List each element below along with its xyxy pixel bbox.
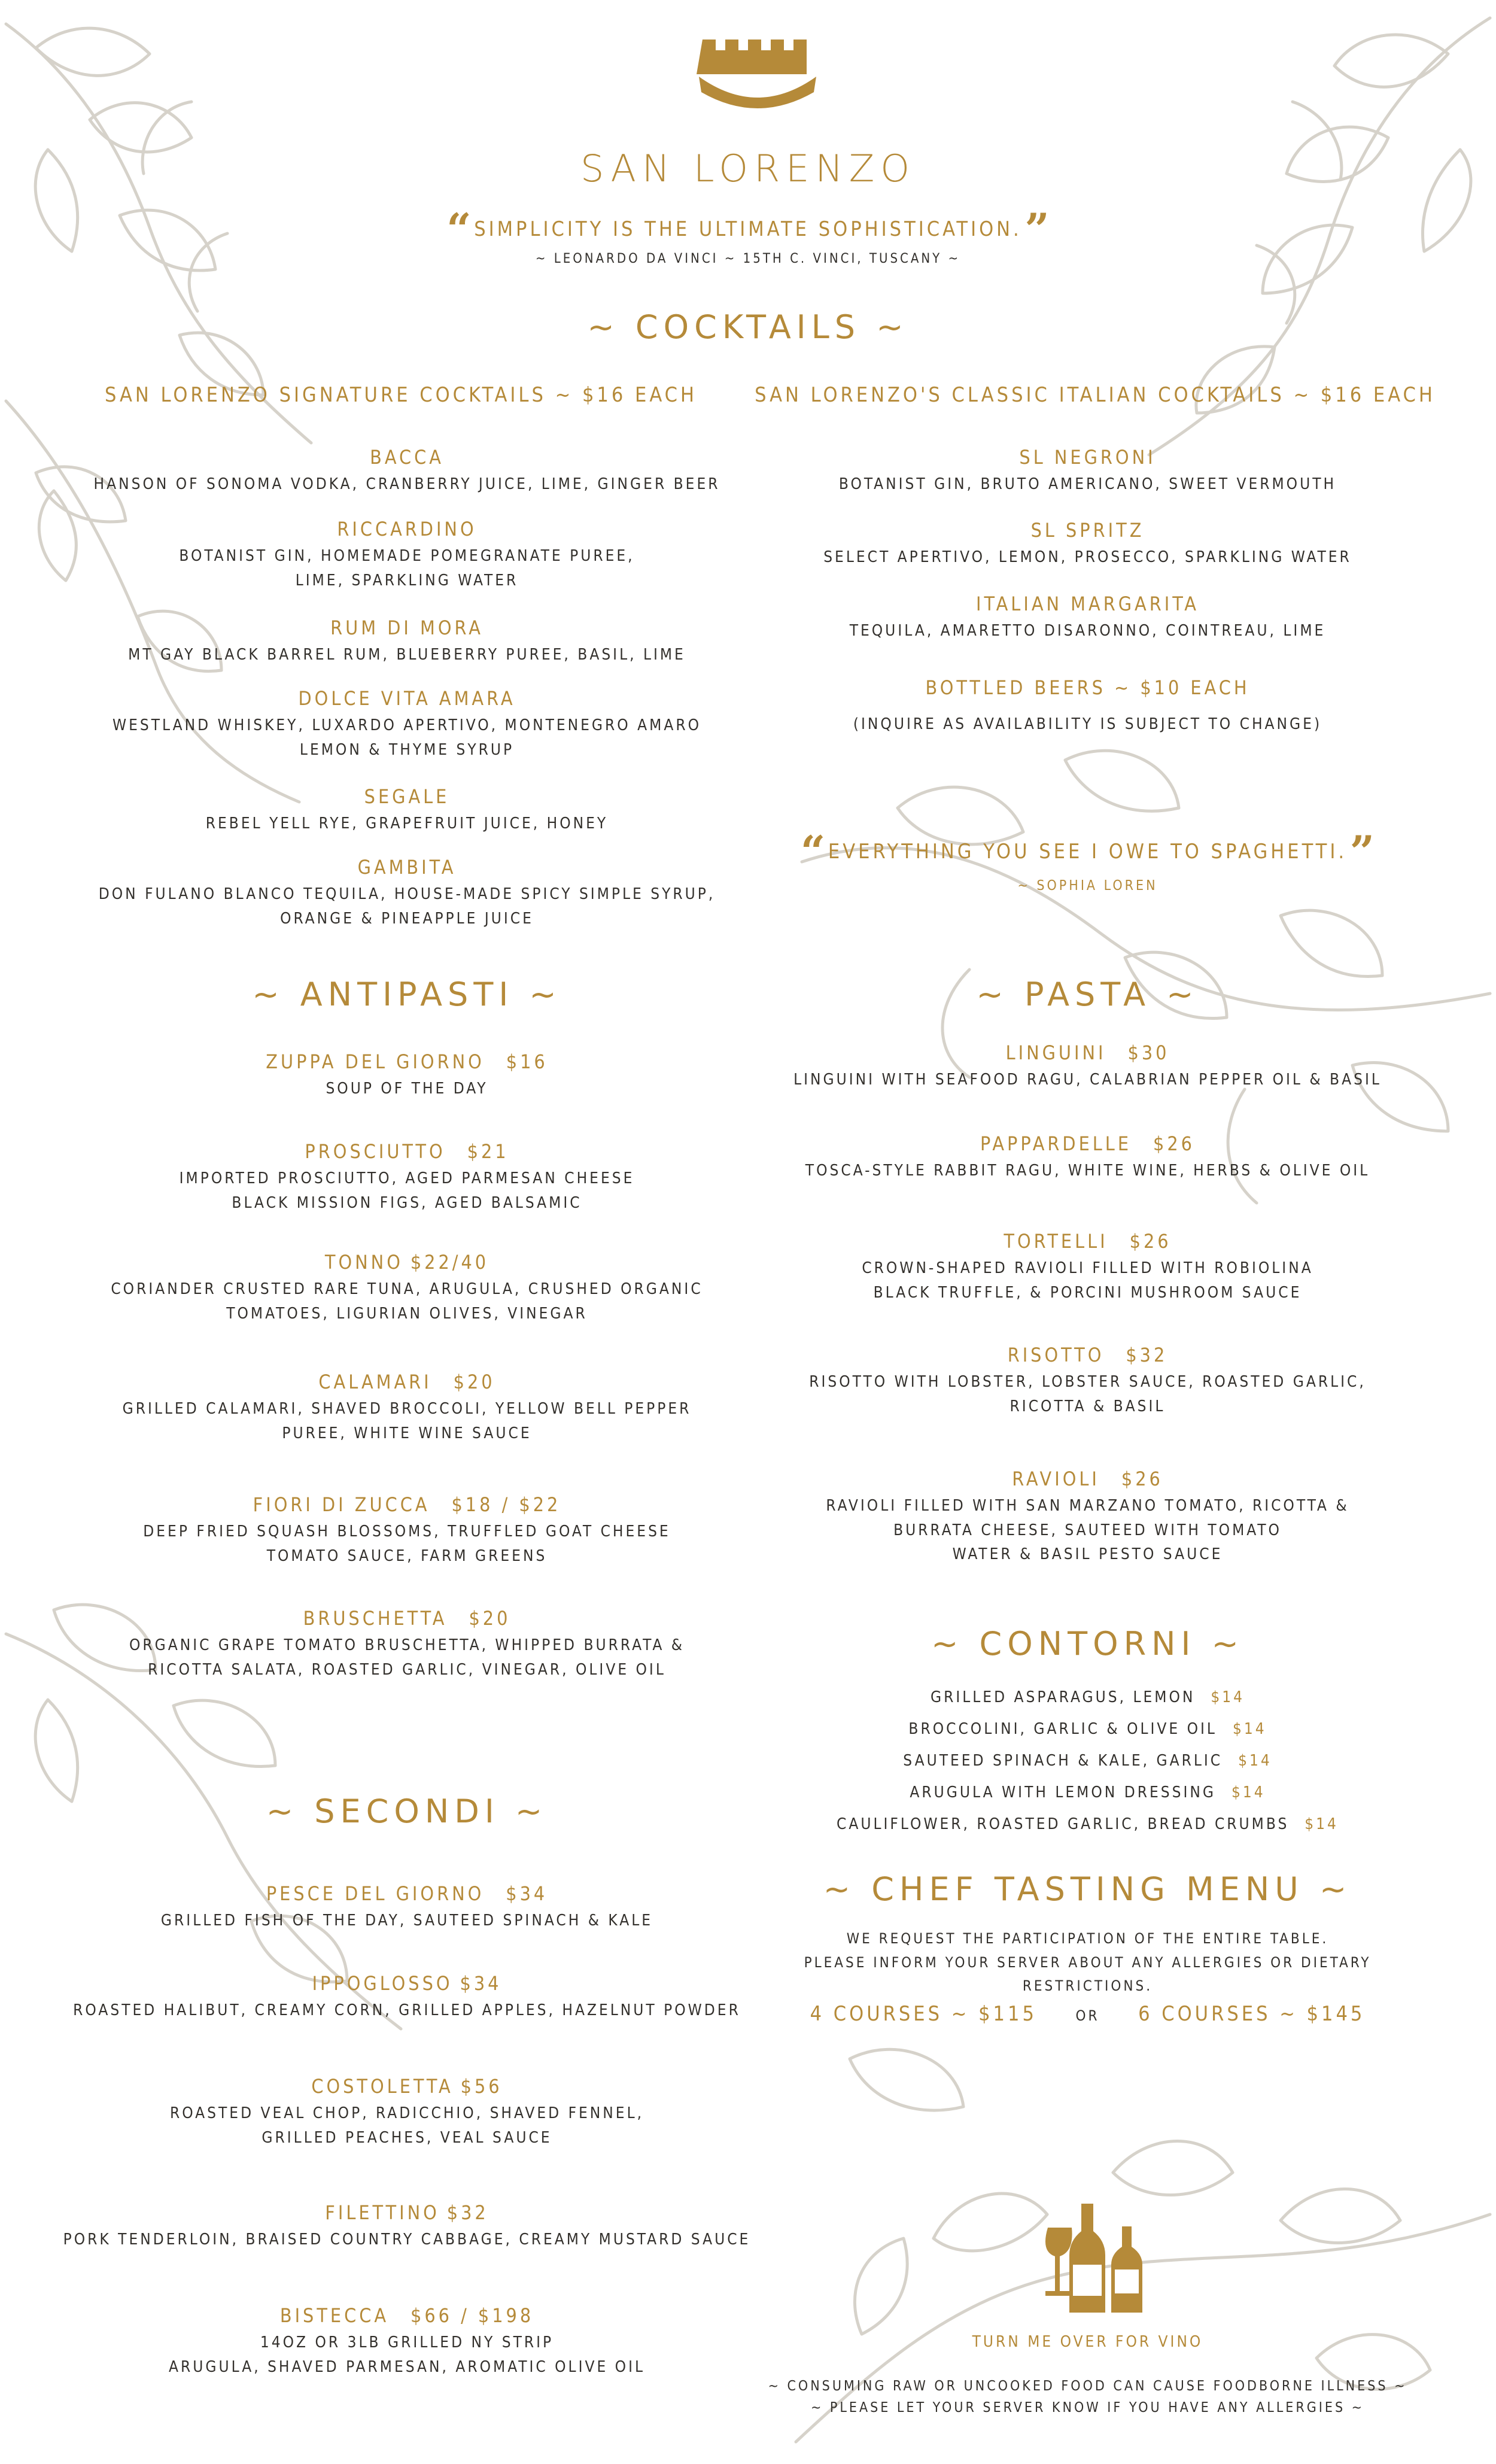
pasta-item xyxy=(757,1132,1418,1183)
tasting-or: OR xyxy=(1075,2007,1100,2024)
tasting-option-4-courses: 4 COURSES ~ $115 xyxy=(810,2002,1037,2026)
antipasti-item xyxy=(36,1050,778,1101)
contorni-item-name: BROCCOLINI, GARLIC & OLIVE OIL xyxy=(908,1720,1217,1738)
secondi-item xyxy=(36,2075,778,2150)
secondi-item-name xyxy=(36,2304,778,2327)
signature-cocktail-description: MT GAY BLACK BARREL RUM, BLUEBERRY PUREE, BASIL, LIME xyxy=(128,646,686,664)
item-title: RICCARDINO xyxy=(337,518,477,540)
pasta-item-name xyxy=(757,1230,1418,1253)
pasta-title: ~ PASTA ~ xyxy=(976,976,1199,1013)
contorni-list xyxy=(757,1682,1418,1840)
item-title: ITALIAN MARGARITA xyxy=(976,593,1199,615)
pasta-item-description: RISOTTO WITH LOBSTER, LOBSTER SAUCE, ROASTED GARLIC, xyxy=(809,1373,1366,1391)
item-title: SL NEGRONI xyxy=(1019,446,1156,469)
classic-cocktail-description: TEQUILA, AMARETTO DISARONNO, COINTREAU, LIME xyxy=(849,622,1326,640)
signature-cocktail-description: LIME, SPARKLING WATER xyxy=(295,571,519,590)
item-price: $34 xyxy=(460,1972,502,1995)
antipasti-item-name xyxy=(36,1371,778,1393)
wine-bottles-icon xyxy=(1044,2198,1146,2314)
item-price: $66 / $198 xyxy=(411,2304,534,2327)
item-title: COSTOLETTA xyxy=(311,2075,454,2098)
chef-tasting-note-line: PLEASE INFORM YOUR SERVER ABOUT ANY ALLERGIES OR DIETARY RESTRICTIONS. xyxy=(804,1953,1372,1995)
item-title: ZUPPA DEL GIORNO xyxy=(266,1050,485,1073)
secondi-item-description: ARUGULA, SHAVED PARMESAN, AROMATIC OLIVE OIL xyxy=(168,2357,646,2376)
footer-warning-allergies: ~ PLEASE LET YOUR SERVER KNOW IF YOU HAVE ANY ALLERGIES ~ xyxy=(810,2399,1365,2416)
item-title: TORTELLI xyxy=(1004,1230,1108,1253)
item-title: PESCE DEL GIORNO xyxy=(266,1882,485,1905)
secondi-item-name xyxy=(36,1972,778,1995)
footer-warnings xyxy=(757,2376,1418,2419)
classic-cocktails-heading: SAN LORENZO'S CLASSIC ITALIAN COCKTAILS ~ $16 EACH xyxy=(755,383,1436,407)
item-title: BACCA xyxy=(370,446,444,469)
pasta-item-description: LINGUINI WITH SEAFOOD RAGU, CALABRIAN PEPPER OIL & BASIL xyxy=(793,1071,1382,1089)
signature-cocktail-description: WESTLAND WHISKEY, LUXARDO APERTIVO, MONTENEGRO AMARO xyxy=(112,716,701,735)
item-price: $20 xyxy=(469,1607,511,1630)
item-price: $30 xyxy=(1127,1041,1170,1064)
classic-cocktail-description: BOTANIST GIN, BRUTO AMERICANO, SWEET VERMOUTH xyxy=(838,475,1337,494)
item-title: RUM DI MORA xyxy=(330,616,484,639)
item-title: BRUSCHETTA xyxy=(303,1607,448,1630)
pasta-item-description: BURRATA CHEESE, SAUTEED WITH TOMATO xyxy=(893,1521,1282,1539)
antipasti-item xyxy=(36,1371,778,1445)
brand-title: SAN LORENZO xyxy=(580,147,916,190)
signature-cocktail xyxy=(36,446,778,497)
item-price: $20 xyxy=(453,1371,495,1393)
bottled-beers xyxy=(757,676,1418,737)
item-title: PAPPARDELLE xyxy=(980,1132,1132,1155)
signature-cocktail xyxy=(36,687,778,762)
secondi-item xyxy=(36,2201,778,2252)
antipasti-item-description: SOUP OF THE DAY xyxy=(326,1080,488,1098)
contorni-item-name: GRILLED ASPARAGUS, LEMON xyxy=(930,1688,1196,1706)
antipasti-item-name xyxy=(36,1493,778,1516)
pasta-item-name xyxy=(757,1468,1418,1490)
signature-cocktail xyxy=(36,785,778,836)
item-price: $16 xyxy=(506,1050,548,1073)
secondi-item-name xyxy=(36,1882,778,1905)
open-quote-icon: “ xyxy=(800,826,826,877)
contorni-item-price: $14 xyxy=(1211,1688,1245,1706)
item-title: FILETTINO xyxy=(325,2201,440,2224)
antipasti-item-name xyxy=(36,1140,778,1163)
item-title: SEGALE xyxy=(364,785,450,808)
secondi-item-name xyxy=(36,2075,778,2098)
spaghetti-quote-attribution: ~ SOPHIA LOREN xyxy=(1017,878,1158,894)
signature-cocktail xyxy=(36,518,778,593)
signature-cocktail-description: BOTANIST GIN, HOMEMADE POMEGRANATE PUREE, xyxy=(179,547,635,566)
item-price: $18 / $22 xyxy=(451,1493,561,1516)
turn-over-for-vino: TURN ME OVER FOR VINO xyxy=(972,2333,1203,2351)
pasta-item-description: WATER & BASIL PESTO SAUCE xyxy=(952,1545,1223,1563)
classic-cocktail-description: SELECT APERTIVO, LEMON, PROSECCO, SPARKLING WATER xyxy=(823,548,1352,567)
contorni-item xyxy=(757,1713,1418,1745)
contorni-item xyxy=(757,1682,1418,1713)
signature-cocktail-name xyxy=(36,856,778,879)
signature-cocktail-name xyxy=(36,446,778,469)
secondi-item-description: ROASTED HALIBUT, CREAMY CORN, GRILLED APPLES, HAZELNUT POWDER xyxy=(73,2001,741,2020)
antipasti-item-description: TOMATO SAUCE, FARM GREENS xyxy=(266,1547,548,1565)
item-title: RAVIOLI xyxy=(1012,1468,1100,1490)
antipasti-item-description: DEEP FRIED SQUASH BLOSSOMS, TRUFFLED GOAT CHEESE xyxy=(143,1523,671,1541)
pasta-item-name xyxy=(757,1041,1418,1064)
pasta-item-description: TOSCA-STYLE RABBIT RAGU, WHITE WINE, HERBS & OLIVE OIL xyxy=(805,1162,1370,1180)
secondi-title: ~ SECONDI ~ xyxy=(266,1792,548,1830)
header-quote-attribution: ~ LEONARDO DA VINCI ~ 15TH C. VINCI, TUSCANY ~ xyxy=(535,251,961,266)
chef-tasting-note-line: WE REQUEST THE PARTICIPATION OF THE ENTIRE TABLE. xyxy=(846,1930,1329,1947)
item-title: CALAMARI xyxy=(318,1371,432,1393)
signature-cocktail-description: LEMON & THYME SYRUP xyxy=(299,740,515,759)
antipasti-item-name xyxy=(36,1050,778,1073)
antipasti-item-description: GRILLED CALAMARI, SHAVED BROCCOLI, YELLOW BELL PEPPER xyxy=(122,1400,692,1418)
antipasti-item-name xyxy=(36,1607,778,1630)
signature-cocktails-heading: SAN LORENZO SIGNATURE COCKTAILS ~ $16 EACH xyxy=(104,383,698,407)
classic-cocktail xyxy=(757,446,1418,497)
item-title: LINGUINI xyxy=(1005,1041,1106,1064)
chef-tasting-title: ~ CHEF TASTING MENU ~ xyxy=(823,1870,1352,1908)
classic-cocktail-name xyxy=(757,593,1418,615)
pasta-item-description: CROWN-SHAPED RAVIOLI FILLED WITH ROBIOLINA xyxy=(862,1259,1313,1278)
item-title: IPPOGLOSSO xyxy=(312,1972,453,1995)
spaghetti-quote xyxy=(757,826,1418,894)
classic-cocktail-name xyxy=(757,519,1418,542)
item-title: BISTECCA xyxy=(279,2304,389,2327)
contorni-item-price: $14 xyxy=(1232,1720,1267,1738)
signature-cocktail-description: HANSON OF SONOMA VODKA, CRANBERRY JUICE, LIME, GINGER BEER xyxy=(93,475,720,494)
antipasti-item xyxy=(36,1493,778,1568)
chef-tasting-note xyxy=(757,1927,1418,1998)
signature-cocktail-description: DON FULANO BLANCO TEQUILA, HOUSE-MADE SPICY SIMPLE SYRUP, xyxy=(98,885,716,904)
item-title: FIORI DI ZUCCA xyxy=(253,1493,430,1516)
item-price: $32 xyxy=(446,2201,489,2224)
contorni-item-price: $14 xyxy=(1238,1752,1272,1770)
secondi-item-name xyxy=(36,2201,778,2224)
signature-cocktail-name xyxy=(36,616,778,639)
pasta-item-description: RICOTTA & BASIL xyxy=(1010,1397,1166,1415)
antipasti-title: ~ ANTIPASTI ~ xyxy=(252,976,562,1013)
pasta-item-description: RAVIOLI FILLED WITH SAN MARZANO TOMATO, RICOTTA & xyxy=(826,1497,1349,1515)
pasta-item-name xyxy=(757,1132,1418,1155)
item-price: $22/40 xyxy=(410,1251,489,1274)
contorni-item-name: CAULIFLOWER, ROASTED GARLIC, BREAD CRUMBS xyxy=(837,1815,1290,1833)
antipasti-item-name xyxy=(36,1251,778,1274)
footer-warning-raw-food: ~ CONSUMING RAW OR UNCOOKED FOOD CAN CAUSE FOODBORNE ILLNESS ~ xyxy=(768,2378,1407,2394)
antipasti-item-description: RICOTTA SALATA, ROASTED GARLIC, VINEGAR, OLIVE OIL xyxy=(148,1660,666,1679)
item-price: $21 xyxy=(467,1140,509,1163)
pasta-item-description: BLACK TRUFFLE, & PORCINI MUSHROOM SAUCE xyxy=(873,1283,1302,1302)
contorni-item xyxy=(757,1809,1418,1840)
tasting-option-6-courses: 6 COURSES ~ $145 xyxy=(1138,2002,1366,2026)
signature-cocktail-name xyxy=(36,785,778,808)
contorni-item xyxy=(757,1777,1418,1809)
pasta-item-name xyxy=(757,1344,1418,1366)
item-title: DOLCE VITA AMARA xyxy=(298,687,516,710)
secondi-item xyxy=(36,1882,778,1933)
header-quote-text: SIMPLICITY IS THE ULTIMATE SOPHISTICATION. xyxy=(474,217,1022,241)
item-title: SL SPRITZ xyxy=(1030,519,1145,542)
pasta-item xyxy=(757,1344,1418,1418)
antipasti-item xyxy=(36,1140,778,1215)
classic-cocktail xyxy=(757,593,1418,643)
item-price: $32 xyxy=(1126,1344,1168,1366)
close-quote-icon: ” xyxy=(1024,203,1050,254)
contorni-item-price: $14 xyxy=(1231,1784,1266,1801)
antipasti-item xyxy=(36,1251,778,1326)
close-quote-icon: ” xyxy=(1349,826,1375,877)
pasta-item xyxy=(757,1468,1418,1566)
signature-cocktail-description: ORANGE & PINEAPPLE JUICE xyxy=(280,909,534,928)
bottled-beers-heading: BOTTLED BEERS ~ $10 EACH xyxy=(925,676,1250,699)
classic-cocktail xyxy=(757,519,1418,570)
cocktails-title: ~ COCKTAILS ~ xyxy=(587,308,909,346)
contorni-item-name: SAUTEED SPINACH & KALE, GARLIC xyxy=(903,1752,1223,1770)
item-title: PROSCIUTTO xyxy=(305,1140,446,1163)
secondi-item-description: PORK TENDERLOIN, BRAISED COUNTRY CABBAGE, CREAMY MUSTARD SAUCE xyxy=(63,2231,751,2249)
antipasti-item-description: ORGANIC GRAPE TOMATO BRUSCHETTA, WHIPPED BURRATA & xyxy=(129,1636,685,1655)
secondi-item-description: GRILLED FISH OF THE DAY, SAUTEED SPINACH & KALE xyxy=(160,1912,653,1930)
antipasti-item-description: IMPORTED PROSCIUTTO, AGED PARMESAN CHEESE xyxy=(179,1169,635,1188)
antipasti-item xyxy=(36,1607,778,1682)
open-quote-icon: “ xyxy=(446,203,472,254)
item-price: $26 xyxy=(1153,1132,1195,1155)
pasta-item xyxy=(757,1230,1418,1305)
secondi-item xyxy=(36,2304,778,2379)
signature-cocktail xyxy=(36,616,778,667)
contorni-item xyxy=(757,1745,1418,1777)
classic-cocktail-name xyxy=(757,446,1418,469)
signature-cocktail-name xyxy=(36,687,778,710)
signature-cocktail xyxy=(36,856,778,931)
item-price: $56 xyxy=(460,2075,503,2098)
signature-cocktail-name xyxy=(36,518,778,540)
item-price: $26 xyxy=(1129,1230,1172,1253)
item-price: $34 xyxy=(506,1882,548,1905)
secondi-item xyxy=(36,1972,778,2023)
antipasti-item-description: PUREE, WHITE WINE SAUCE xyxy=(282,1424,532,1442)
antipasti-item-description: TOMATOES, LIGURIAN OLIVES, VINEGAR xyxy=(226,1304,588,1323)
contorni-item-name: ARUGULA WITH LEMON DRESSING xyxy=(910,1784,1216,1801)
antipasti-item-description: BLACK MISSION FIGS, AGED BALSAMIC xyxy=(232,1193,582,1212)
contorni-title: ~ CONTORNI ~ xyxy=(931,1625,1244,1663)
signature-cocktail-description: REBEL YELL RYE, GRAPEFRUIT JUICE, HONEY xyxy=(205,815,609,833)
item-price: $26 xyxy=(1121,1468,1163,1490)
secondi-item-description: 14OZ OR 3LB GRILLED NY STRIP xyxy=(260,2334,554,2352)
item-title: GAMBITA xyxy=(357,856,457,879)
item-title: RISOTTO xyxy=(1007,1344,1105,1366)
item-title: TONNO xyxy=(324,1251,403,1274)
secondi-item-description: GRILLED PEACHES, VEAL SAUCE xyxy=(262,2128,552,2147)
bottled-beers-note: (INQUIRE AS AVAILABILITY IS SUBJECT TO CHANGE) xyxy=(853,715,1322,734)
pasta-item xyxy=(757,1041,1418,1092)
antipasti-item-description: CORIANDER CRUSTED RARE TUNA, ARUGULA, CRUSHED ORGANIC xyxy=(111,1280,703,1299)
crown-laurel-icon xyxy=(694,35,821,113)
spaghetti-quote-text: EVERYTHING YOU SEE I OWE TO SPAGHETTI. xyxy=(828,840,1348,864)
secondi-item-description: ROASTED VEAL CHOP, RADICCHIO, SHAVED FENNEL, xyxy=(169,2104,644,2123)
header-quote xyxy=(0,203,1496,254)
contorni-item-price: $14 xyxy=(1305,1815,1339,1833)
chef-tasting-options xyxy=(757,2002,1418,2026)
